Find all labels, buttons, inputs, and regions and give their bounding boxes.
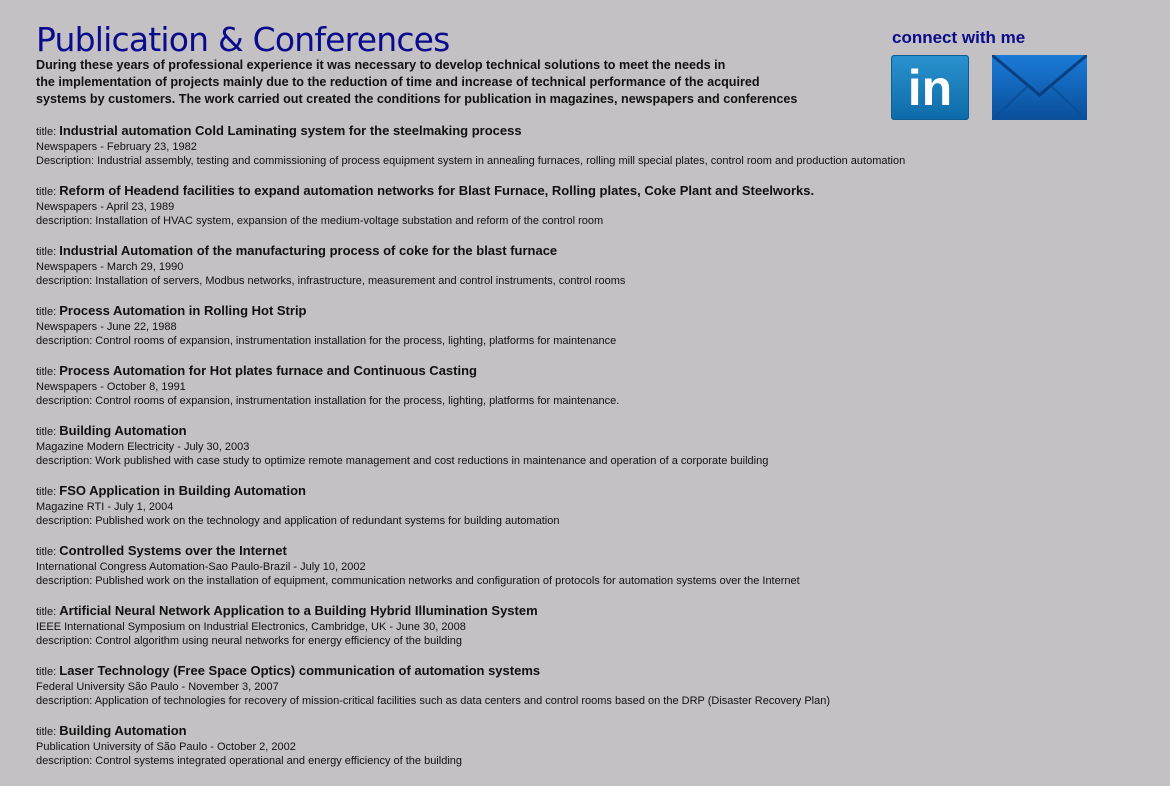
publication-item	[36, 543, 1136, 603]
publication-source: Federal University São Paulo - November 3, 2007	[36, 681, 279, 693]
publication-description: description: Control rooms of expansion, instrumentation installation for the process, lighting, platforms for maintenance	[36, 335, 617, 347]
publication-source: International Congress Automation-Sao Paulo-Brazil - July 10, 2002	[36, 561, 366, 573]
publication-title: FSO Application in Building Automation	[59, 483, 306, 498]
publication-title: Industrial automation Cold Laminating system for the steelmaking process	[59, 123, 522, 138]
linkedin-letters: in	[907, 60, 953, 116]
publication-source: Magazine Modern Electricity - July 30, 2003	[36, 441, 250, 453]
publication-title: Building Automation	[59, 423, 187, 438]
title-prefix: title:	[36, 246, 57, 258]
publication-item	[36, 603, 1136, 663]
intro-line: the implementation of projects mainly due to the reduction of time and increase of technical performance of the acquired	[36, 75, 760, 89]
publication-item	[36, 363, 1136, 423]
publication-description: description: Installation of HVAC system, expansion of the medium-voltage substation and reform of the control room	[36, 215, 604, 227]
publication-item	[36, 123, 1136, 183]
publication-description: description: Published work on the technology and application of redundant systems for building automation	[36, 515, 560, 527]
publication-source: Newspapers - February 23, 1982	[36, 141, 197, 153]
title-prefix: title:	[36, 186, 57, 198]
title-prefix: title:	[36, 666, 57, 678]
publication-description: description: Control rooms of expansion, instrumentation installation for the process, lighting, platforms for maintenance.	[36, 395, 620, 407]
publication-title: Process Automation for Hot plates furnace and Continuous Casting	[59, 363, 477, 378]
publication-source: Magazine RTI - July 1, 2004	[36, 501, 174, 513]
title-prefix: title:	[36, 606, 57, 618]
publication-item	[36, 423, 1136, 483]
publication-source: Publication University of São Paulo - October 2, 2002	[36, 741, 296, 753]
linkedin-icon[interactable]	[891, 55, 969, 120]
title-prefix: title:	[36, 486, 57, 498]
publication-source: Newspapers - June 22, 1988	[36, 321, 177, 333]
title-prefix: title:	[36, 426, 57, 438]
title-prefix: title:	[36, 726, 57, 738]
title-prefix: title:	[36, 546, 57, 558]
publication-item	[36, 663, 1136, 723]
publication-item	[36, 303, 1136, 363]
publication-item	[36, 243, 1136, 303]
page-title: Publication & Conferences	[36, 20, 450, 59]
publication-description: description: Published work on the installation of equipment, communication networks and configuration of protocols for automation systems over the Internet	[36, 575, 800, 587]
title-prefix: title:	[36, 306, 57, 318]
publication-title: Process Automation in Rolling Hot Strip	[59, 303, 307, 318]
publication-source: Newspapers - April 23, 1989	[36, 201, 175, 213]
intro-paragraph	[36, 57, 826, 108]
title-prefix: title:	[36, 126, 57, 138]
publication-source: Newspapers - October 8, 1991	[36, 381, 186, 393]
publication-title: Artificial Neural Network Application to a Building Hybrid Illumination System	[59, 603, 538, 618]
connect-label: connect with me	[892, 28, 1026, 47]
publication-description: description: Control algorithm using neural networks for energy efficiency of the building	[36, 635, 462, 647]
publication-title: Reform of Headend facilities to expand automation networks for Blast Furnace, Rolling plates, Coke Plant and Steelworks.	[59, 183, 815, 198]
publication-list	[36, 123, 1136, 783]
publication-title: Controlled Systems over the Internet	[59, 543, 287, 558]
intro-line: During these years of professional experience it was necessary to develop technical solutions to meet the needs in	[36, 58, 726, 72]
publication-title: Laser Technology (Free Space Optics) communication of automation systems	[59, 663, 541, 678]
publication-item	[36, 483, 1136, 543]
publication-description: description: Control systems integrated operational and energy efficiency of the building	[36, 755, 462, 767]
intro-line: systems by customers. The work carried out created the conditions for publication in magazines, newspapers and conferences	[36, 92, 798, 106]
publication-description: description: Work published with case study to optimize remote management and cost reductions in maintenance and operation of a corporate building	[36, 455, 769, 467]
mail-icon[interactable]	[992, 55, 1087, 120]
publication-item	[36, 723, 1136, 783]
publication-item	[36, 183, 1136, 243]
publication-description: Description: Industrial assembly, testing and commissioning of process equipment system in annealing furnaces, rolling mill special plates, control room and production automation	[36, 155, 906, 167]
publication-source: Newspapers - March 29, 1990	[36, 261, 184, 273]
title-prefix: title:	[36, 366, 57, 378]
publication-title: Building Automation	[59, 723, 187, 738]
publication-source: IEEE International Symposium on Industrial Electronics, Cambridge, UK - June 30, 2008	[36, 621, 466, 633]
publication-title: Industrial Automation of the manufacturing process of coke for the blast furnace	[59, 243, 558, 258]
publication-description: description: Application of technologies for recovery of mission-critical facilities such as data centers and control rooms based on the DRP (Disaster Recovery Plan)	[36, 695, 830, 707]
publication-description: description: Installation of servers, Modbus networks, infrastructure, measurement and control instruments, control rooms	[36, 275, 626, 287]
